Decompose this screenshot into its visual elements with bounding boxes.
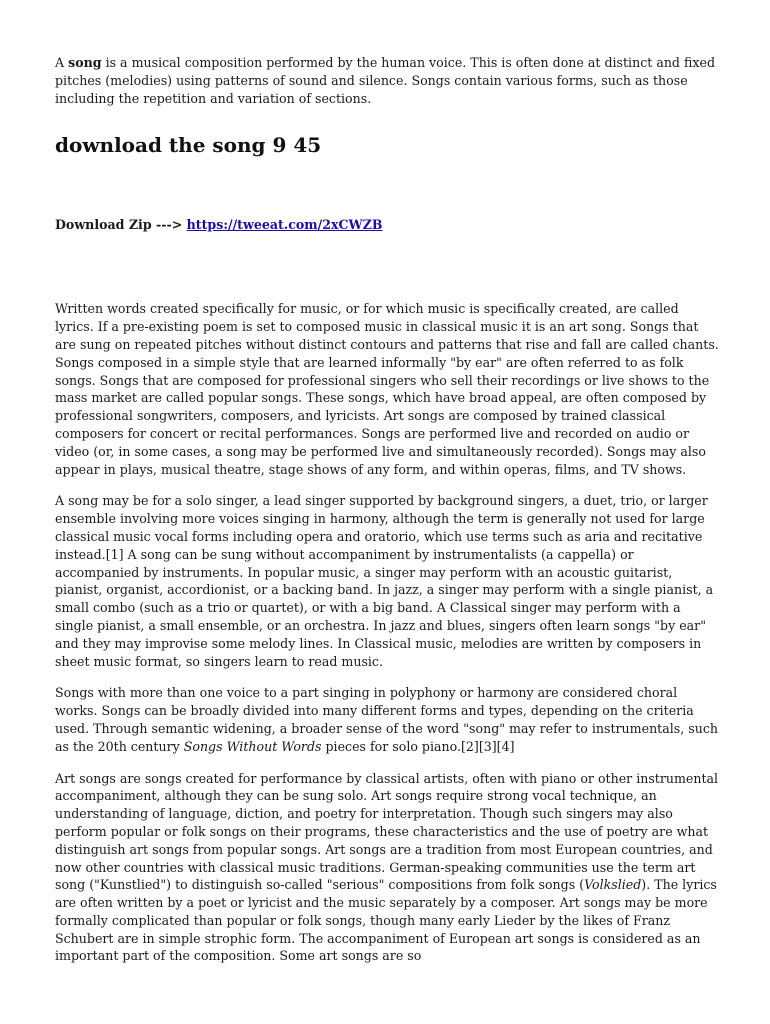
page-title: download the song 9 45 xyxy=(55,133,322,158)
document-page xyxy=(55,54,720,979)
download-label: Download Zip ---> xyxy=(55,217,187,233)
intro-paragraph xyxy=(55,54,720,107)
paragraph-art-songs xyxy=(55,770,720,966)
paragraph-art-text-b: ). The lyrics are often written by a poet or lyricist and the music separately by a composer. Art songs may be more formally complicated than popular or folk songs, though many early Lieder by the likes of Franz Schubert are in simple strophic form. The accompaniment of European art songs is considered as an important part of the composition. Some art songs are so xyxy=(55,877,717,964)
intro-bold-word: song xyxy=(68,55,102,70)
intro-rest: is a musical composition performed by the human voice. This is often done at distinct and fixed pitches (melodies) using patterns of sound and silence. Songs contain various forms, such as those including the repetition and variation of sections. xyxy=(55,55,716,106)
paragraph-performers: A song may be for a solo singer, a lead singer supported by background singers, a duet, trio, or larger ensemble involving more voices singing in harmony, although the term is generally not used for large classical music vocal forms including opera and oratorio, which use terms such as aria and recitative instead.[1] A song can be sung without accompaniment by instrumentalists (a cappella) or accompanied by instruments. In popular music, a singer may perform with an acoustic guitarist, pianist, organist, accordionist, or a backing band. In jazz, a singer may perform with a single pianist, a small combo (such as a trio or quartet), or with a big band. A Classical singer may perform with a single pianist, a small ensemble, or an orchestra. In jazz and blues, singers often learn songs "by ear" and they may improvise some melody lines. In Classical music, melodies are written by composers in sheet music format, so singers learn to read music. xyxy=(55,493,714,669)
article-body xyxy=(55,300,720,965)
paragraph-choral-text-b: pieces for solo piano.[2][3][4] xyxy=(321,738,515,754)
download-line xyxy=(55,216,720,234)
paragraph-art-text-a: Art songs are songs created for performance by classical artists, often with piano or other instrumental accompaniment, although they can be sung solo. Art songs require strong vocal technique, an understanding of language, diction, and poetry for interpretation. Though such singers may also perform popular or folk songs on their programs, these characteristics and the use of poetry are what distinguish art songs from popular songs. Art songs are a tradition from most European countries, and now other countries with classical music traditions. German-speaking communities use the term art song ("Kunstlied") to distinguish so-called "serious" compositions from folk songs ( xyxy=(55,770,719,893)
paragraph-choral xyxy=(55,684,720,755)
paragraph-choral-italic: Songs Without Words xyxy=(183,738,322,754)
intro-prefix: A xyxy=(55,55,69,70)
download-link[interactable]: https://tweeat.com/2xCWZB xyxy=(186,217,383,233)
paragraph-choral-text-a: Songs with more than one voice to a part singing in polyphony or harmony are considered choral works. Songs can be broadly divided into many different forms and types, depending on the criteria used. Through semantic widening, a broader sense of the word "song" may refer to instrumentals, such as the 20th century xyxy=(55,685,718,754)
paragraph-lyrics: Written words created specifically for music, or for which music is specifically created, are called lyrics. If a pre-existing poem is set to composed music in classical music it is an art song. Songs that are sung on repeated pitches without distinct contours and patterns that rise and fall are called chants. Songs composed in a simple style that are learned informally "by ear" are often referred to as folk songs. Songs that are composed for professional singers who sell their recordings or live shows to the mass market are called popular songs. These songs, which have broad appeal, are often composed by professional songwriters, composers, and lyricists. Art songs are composed by trained classical composers for concert or recital performances. Songs are performed live and recorded on audio or video (or, in some cases, a song may be performed live and simultaneously recorded). Songs may also appear in plays, musical theatre, stage shows of any form, and within operas, films, and TV shows. xyxy=(55,301,719,477)
paragraph-art-italic: Volkslied xyxy=(584,877,642,893)
